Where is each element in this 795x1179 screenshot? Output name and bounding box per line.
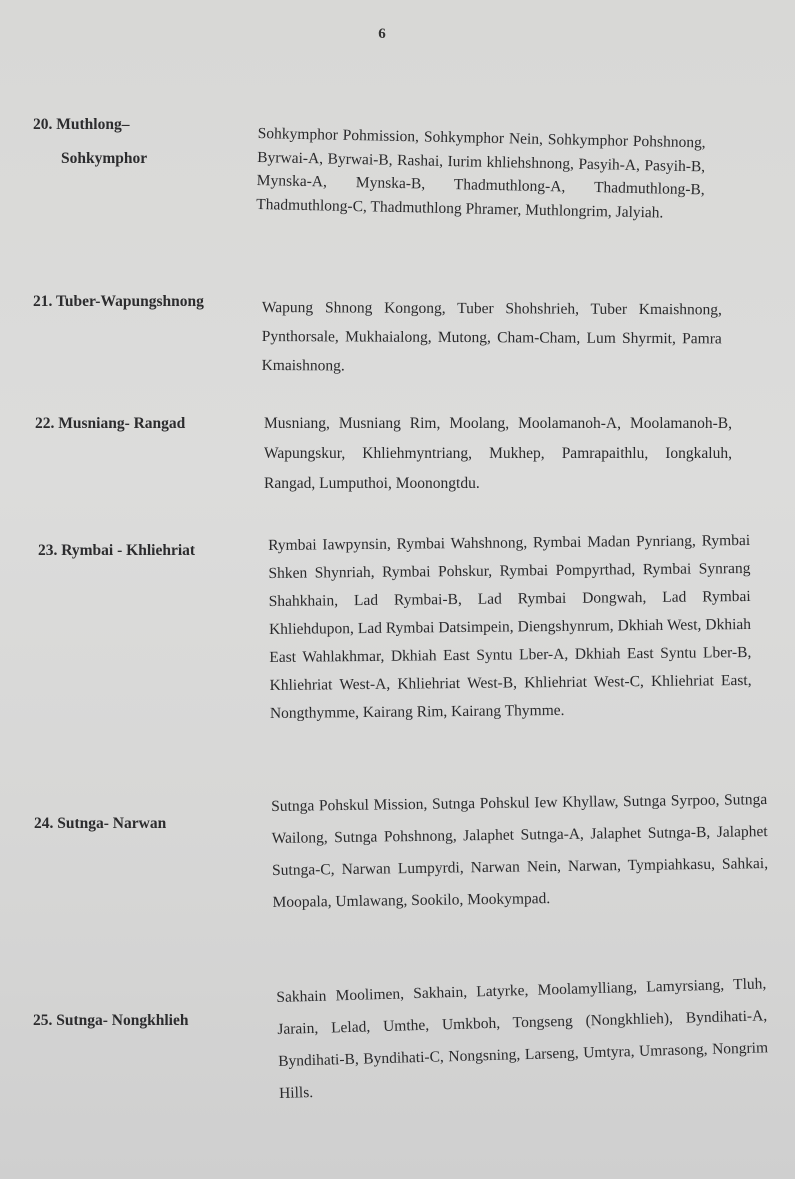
constituency-title <box>33 108 147 176</box>
village-list: Rymbai Iawpynsin, Rymbai Wahshnong, Rymbai Madan Pynriang, Rymbai Shken Shynriah, Rymbai Pohskur, Rymbai Pompyrthad, Rymbai Synrang Shahkhain, Lad Rymbai-B, Lad Rymbai Dongwah, Lad Rymbai Khliehdupon, Lad Rymbai Datsimpein, Diengshynrum, Dkhiah West, Dkhiah East Wahlakhmar, Dkhiah East Syntu Lber-A, Dkhiah East Syntu Lber-B, Khliehriat West-A, Khliehriat West-B, Khliehriat West-C, Khliehriat East, Nongthymme, Kairang Rim, Kairang Thymme. <box>268 531 752 722</box>
constituency-title-line: 20. Muthlong– <box>33 116 130 133</box>
village-list: Sutnga Pohskul Mission, Sutnga Pohskul Iew Khyllaw, Sutnga Syrpoo, Sutnga Wailong, Sutnga Pohshnong, Jalaphet Sutnga-A, Jalaphet Sutnga-B, Jalaphet Sutnga-C, Narwan Lumpyrdi, Narwan Nein, Narwan, Tympiahkasu, Sahkai, Moopala, Umlawang, Sookilo, Mookympad. <box>271 791 769 911</box>
constituency-title: 24. Sutnga- Narwan <box>34 815 167 832</box>
constituency-title: 25. Sutnga- Nongkhlieh <box>33 1012 189 1029</box>
constituency-title-line: Sohkymphor <box>61 150 148 167</box>
village-list: Musniang, Musniang Rim, Moolang, Moolamanoh-A, Moolamanoh-B, Wapungskur, Khliehmyntriang, Mukhep, Pamrapaithlu, Iongkaluh, Rangad, Lumputhoi, Moonongtdu. <box>264 415 732 492</box>
village-list: Wapung Shnong Kongong, Tuber Shohshrieh, Tuber Kmaishnong, Pynthorsale, Mukhaialong, Mutong, Cham-Cham, Lum Shyrmit, Pamra Kmaishnong. <box>261 298 722 375</box>
village-list: Sakhain Moolimen, Sakhain, Latyrke, Moolamylliang, Lamyrsiang, Tluh, Jarain, Lelad, Umthe, Umkboh, Tongseng (Nongkhlieh), Byndihati-A, Byndihati-B, Byndihati-C, Nongsning, Larseng, Umtyra, Umrasong, Nongrim Hills. <box>276 975 769 1102</box>
constituency-title: 21. Tuber-Wapungshnong <box>33 293 204 310</box>
constituency-title: 23. Rymbai - Khliehriat <box>38 542 196 559</box>
village-list: Sohkymphor Pohmission, Sohkymphor Nein, Sohkymphor Pohshnong, Byrwai-A, Byrwai-B, Rashai, Iurim khliehshnong, Pasyih-A, Pasyih-B, Mynska-A, Mynska-B, Thadmuthlong-A, Thadmuthlong-B, Thadmuthlong-C, Thadmuthlong Phramer, Muthlongrim, Jalyiah. <box>256 124 706 222</box>
page-number: 6 <box>378 26 386 42</box>
constituency-title: 22. Musniang- Rangad <box>35 415 186 432</box>
